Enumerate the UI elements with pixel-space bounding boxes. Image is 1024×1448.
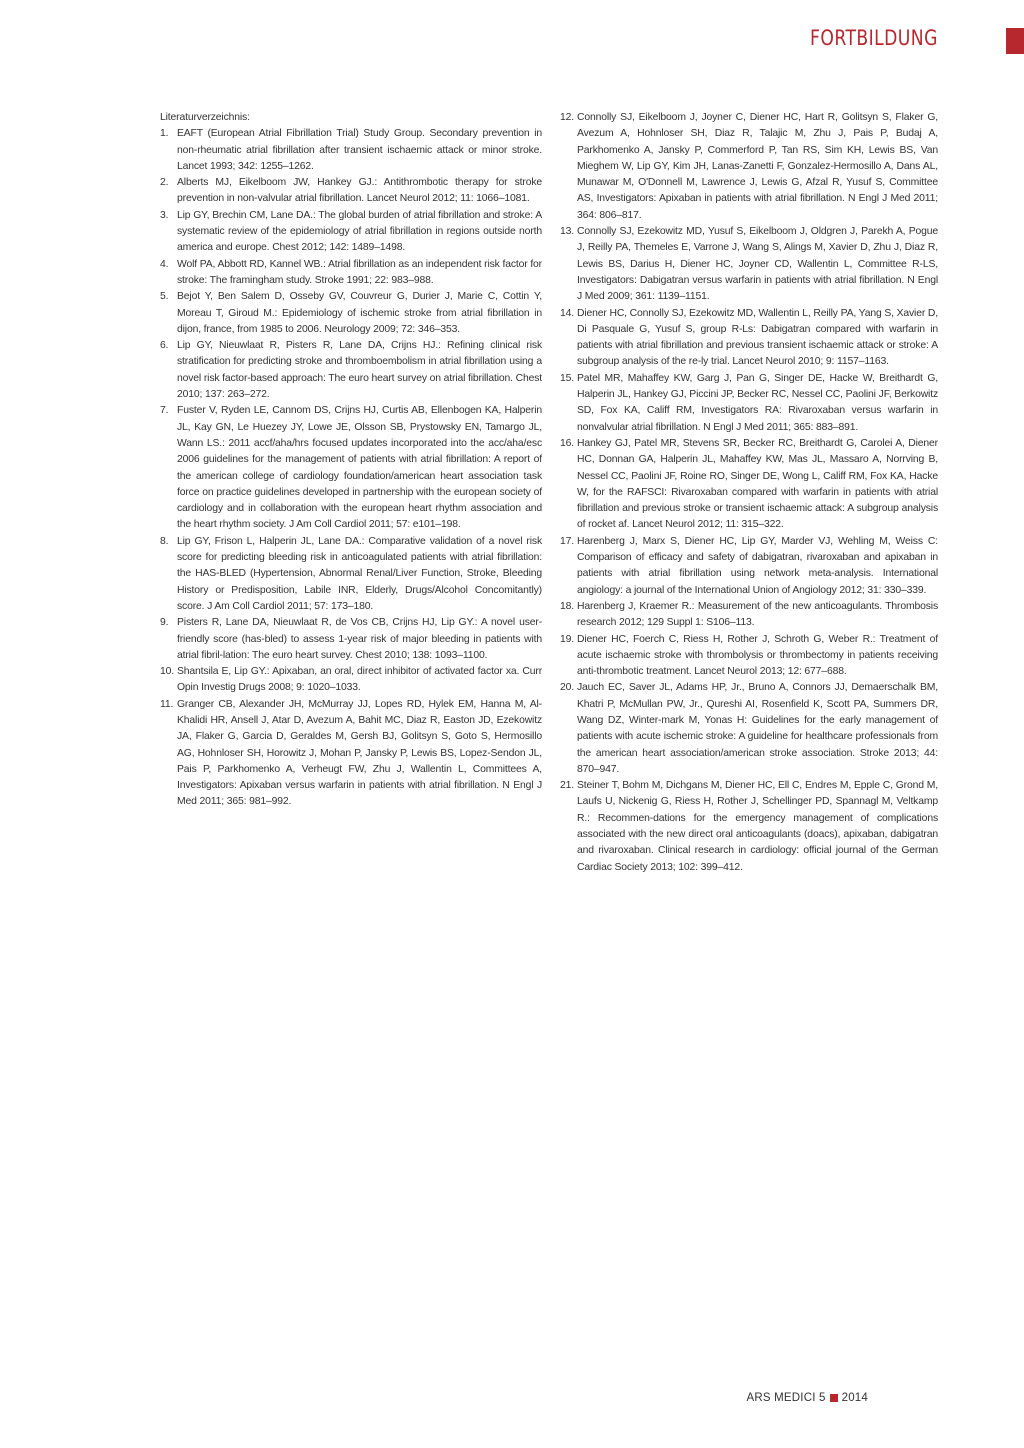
page-footer [747,1392,868,1404]
reference-item [160,664,542,697]
reference-text: Alberts MJ, Eikelboom JW, Hankey GJ.: Antithrombotic therapy for stroke prevention in non-valvular atrial fibrillation. Lancet Neurol 2012; 11: 1066–1081. [177,177,542,205]
reference-text: Fuster V, Ryden LE, Cannom DS, Crijns HJ, Curtis AB, Ellenbogen KA, Halperin JL, Kay GN, Le Huezey JY, Lowe JE, Olsson SB, Prystowsky EN, Tamargo JL, Wann LS.: 2011 accf/aha/hrs focused updates incorporated into the acc/aha/esc 2006 guidelines for the management of patients with atrial fibrillation: A report of the american college of cardiology foundation/american heart association task force on practice guidelines developed in partnership with the european society of cardiology and in collaboration with the european heart rhythm association and the heart rhythm society. J Am Coll Cardiol 2011; 57: e101–198. [177,405,542,531]
references-column-left [160,110,542,811]
reference-item [560,534,938,599]
reference-item [160,257,542,290]
reference-number: 4. [160,258,169,270]
reference-list-right [560,110,938,876]
reference-text: Wolf PA, Abbott RD, Kannel WB.: Atrial fibrillation as an independent risk factor for stroke: The framingham study. Stroke 1991; 22: 983–988. [177,258,542,286]
reference-number: 1. [160,128,169,140]
reference-text: Steiner T, Bohm M, Dichgans M, Diener HC, Ell C, Endres M, Epple C, Grond M, Laufs U, Nickenig G, Riess H, Rother J, Schellinger PD, Spannagl M, Veltkamp R.: Recommen-dations for the emergency management of complications associated with the new direct oral anticoagulants (doacs), apixaban, dabigatran and rivaroxaban. Clinical research in cardiology: official journal of the German Cardiac Society 2013; 102: 399–412. [577,780,938,873]
reference-number: 21. [560,780,574,792]
literature-heading: Literaturverzeichnis: [160,112,250,123]
reference-text: Harenberg J, Kraemer R.: Measurement of the new anticoagulants. Thrombosis research 2012; 129 Suppl 1: S106–113. [577,600,938,629]
reference-text: Lip GY, Brechin CM, Lane DA.: The global burden of atrial fibrillation and stroke: A systematic review of the epidemiology of atrial fibrillation in regions outside north america and europe. Chest 2012; 142: 1489–1498. [177,209,542,254]
reference-item [160,175,542,208]
reference-text: Harenberg J, Marx S, Diener HC, Lip GY, Marder VJ, Wehling M, Weiss C: Comparison of efficacy and safety of dabigatran, rivaroxaban and apixaban in patients with atrial fibrillation using network meta-analysis. International angiology: a journal of the International Union of Angiology 2012; 31: 330–339. [577,535,938,596]
reference-text: Hankey GJ, Patel MR, Stevens SR, Becker RC, Breithardt G, Carolei A, Diener HC, Donnan GA, Halperin JL, Mahaffey KW, Mas JL, Massaro A, Norrving B, Nessel CC, Paolini JF, Roine RO, Singer DE, Wong L, Califf RM, Fox KA, Hacke W, for the RAFSCI: Rivaroxaban compared with warfarin in patients with atrial fibrillation and previous stroke or transient ischaemic attack: A subgroup analysis of rocket af. Lancet Neurol 2012; 11: 315–322. [577,437,938,531]
reference-item [160,615,542,664]
reference-number: 11. [160,698,174,710]
reference-list-left [160,126,542,810]
reference-item [560,599,938,632]
footer-square-icon [830,1394,838,1402]
reference-item [560,371,938,436]
reference-item [160,403,542,533]
reference-number: 16. [560,437,574,449]
reference-number: 18. [560,600,574,612]
reference-text: Lip GY, Frison L, Halperin JL, Lane DA.: Comparative validation of a novel risk score for predicting bleeding risk in anticoagulated patients with atrial fibrillation: the HAS-BLED (Hypertension, Abnormal Renal/Liver Function, Stroke, Bleeding History or Predisposition, Labile INR, Elderly, Drugs/Alcohol Concomitantly) score. J Am Coll Cardiol 2011; 57: 173–180. [177,535,542,612]
reference-text: Lip GY, Nieuwlaat R, Pisters R, Lane DA, Crijns HJ.: Refining clinical risk stratification for predicting stroke and thromboembolism in atrial fibrillation using a novel risk factor-based approach: The euro heart survey on atrial fibrillation. Chest 2010; 137: 263–272. [177,340,542,401]
references-column-right [560,110,938,876]
reference-item [560,110,938,224]
reference-item [560,778,938,876]
reference-text: Shantsila E, Lip GY.: Apixaban, an oral, direct inhibitor of activated factor xa. Curr Opin Investig Drugs 2008; 9: 1020–1033. [177,666,542,694]
reference-item [160,289,542,338]
reference-text: Diener HC, Foerch C, Riess H, Rother J, Schroth G, Weber R.: Treatment of acute ischaemic stroke with thrombolysis or thrombectomy in patients receiving anti-thrombotic treatment. Lancet Neurol 2013; 12: 677–688. [577,633,938,678]
reference-number: 8. [160,535,169,547]
reference-item [160,338,542,403]
reference-item [160,697,542,811]
reference-text: Patel MR, Mahaffey KW, Garg J, Pan G, Singer DE, Hacke W, Breithardt G, Halperin JL, Hankey GJ, Piccini JP, Becker RC, Nessel CC, Paolini JF, Berkowitz SD, Fox KA, Califf RM, Investigators RA: Rivaroxaban versus warfarin in nonvalvular atrial fibrillation. N Engl J Med 2011; 365: 883–891. [577,372,938,433]
reference-item [560,306,938,371]
reference-text: EAFT (European Atrial Fibrillation Trial) Study Group. Secondary prevention in non-rheumatic atrial fibrillation after transient ischaemic attack or minor stroke. Lancet 1993; 342: 1255–1262. [177,128,542,172]
reference-item [560,436,938,534]
reference-item [160,208,542,257]
reference-text: Pisters R, Lane DA, Nieuwlaat R, de Vos CB, Crijns HJ, Lip GY.: A novel user-friendly score (has-bled) to assess 1-year risk of major bleeding in patients with atrial fibril-lation: The euro heart survey. Chest 2010; 138: 1093–1100. [177,617,542,661]
reference-number: 15. [560,372,574,384]
reference-item [160,534,542,615]
reference-number: 3. [160,209,169,221]
reference-text: Diener HC, Connolly SJ, Ezekowitz MD, Wallentin L, Reilly PA, Yang S, Xavier D, Di Pasquale G, Yusuf S, group R-Ls: Dabigatran compared with warfarin in patients with atrial fibrillation and previous transient ischaemic attack or stroke: A subgroup analysis of the re-ly trial. Lancet Neurol 2010; 9: 1157–1163. [577,307,938,368]
footer-year: 2014 [841,1392,868,1404]
reference-text: Connolly SJ, Eikelboom J, Joyner C, Diener HC, Hart R, Golitsyn S, Flaker G, Avezum A, Hohnloser SH, Diaz R, Talajic M, Zhu J, Pais P, Budaj A, Parkhomenko A, Jansky P, Commerford P, Tan RS, Sim KH, Lewis BS, Van Mieghem W, Lip GY, Kim JH, Lanas-Zanetti F, Gonzalez-Hermosillo A, Dans AL, Munawar M, O'Donnell M, Lawrence J, Lewis G, Afzal R, Yusuf S, Committee AS, Investigators: Apixaban in patients with atrial fibrillation. N Engl J Med 2011; 364: 806–817. [577,112,938,221]
reference-number: 20. [560,682,574,694]
reference-number: 7. [160,405,169,417]
reference-number: 14. [560,307,574,319]
reference-number: 6. [160,340,169,352]
reference-text: Bejot Y, Ben Salem D, Osseby GV, Couvreur G, Durier J, Marie C, Cottin Y, Moreau T, Giroud M.: Epidemiology of ischemic stroke from atrial fibrillation in dijon, france, from 1985 to 2006. Neurology 2009; 72: 346–353. [177,291,542,335]
reference-item [160,126,542,175]
reference-text: Granger CB, Alexander JH, McMurray JJ, Lopes RD, Hylek EM, Hanna M, Al-Khalidi HR, Ansell J, Atar D, Avezum A, Bahit MC, Diaz R, Easton JD, Ezekowitz JA, Flaker G, Garcia D, Geraldes M, Gersh BJ, Golitsyn S, Goto S, Hermosillo AG, Hohnloser SH, Horowitz J, Mohan P, Jansky P, Lewis BS, Lopez-Sendon JL, Pais P, Parkhomenko A, Verheugt FW, Zhu J, Wallentin L, Committees A, Investigators: Apixaban versus warfarin in patients with atrial fibrillation. N Engl J Med 2011; 365: 981–992. [177,698,542,808]
reference-number: 12. [560,112,574,123]
reference-text: Jauch EC, Saver JL, Adams HP, Jr., Bruno A, Connors JJ, Demaerschalk BM, Khatri P, McMullan PW, Jr., Qureshi AI, Rosenfield K, Scott PA, Summers DR, Wang DZ, Winter-mark M, Yonas H: Guidelines for the early management of patients with acute ischemic stroke: A guideline for healthcare professionals from the american heart association/american stroke association. Stroke 2013; 44: 870–947. [577,682,938,775]
section-title: FORTBILDUNG [810,26,938,50]
reference-number: 10. [160,666,174,678]
reference-number: 5. [160,291,169,303]
reference-number: 13. [560,226,574,238]
reference-item [560,224,938,305]
reference-item [560,680,938,778]
reference-number: 17. [560,535,574,547]
footer-journal: ARS MEDICI 5 [746,1392,826,1404]
reference-text: Connolly SJ, Ezekowitz MD, Yusuf S, Eikelboom J, Oldgren J, Parekh A, Pogue J, Reilly PA, Themeles E, Varrone J, Wang S, Alings M, Xavier D, Zhu J, Diaz R, Lewis BS, Darius H, Diener HC, Joyner CD, Wallentin L, Committee R-LS, Investigators: Dabigatran versus warfarin in patients with atrial fibrillation. N Engl J Med 2009; 361: 1139–1151. [577,226,938,303]
reference-number: 2. [160,177,169,189]
section-accent-bar [1006,28,1024,54]
reference-number: 19. [560,633,574,645]
reference-item [560,632,938,681]
reference-number: 9. [160,617,169,629]
